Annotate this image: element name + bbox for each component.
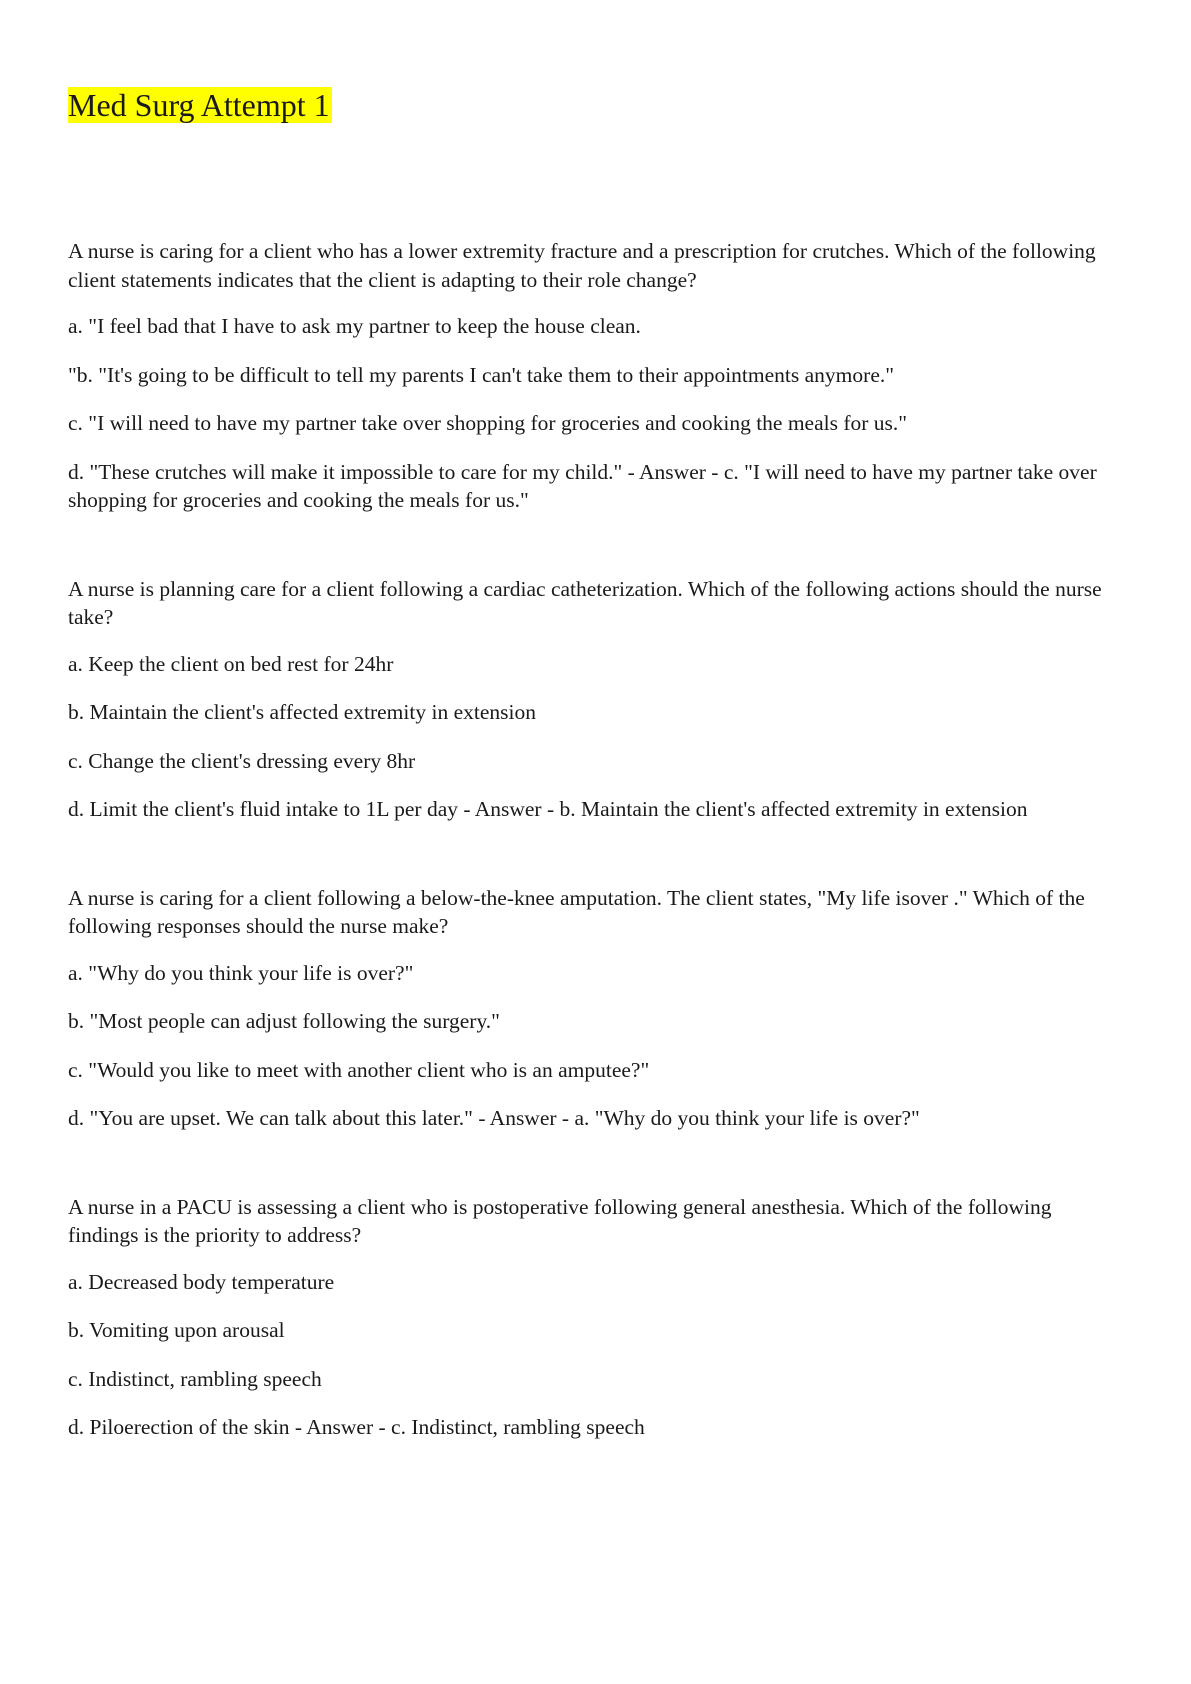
question-4 [68,1193,1120,1442]
answer-option-a: a. Decreased body temperature [68,1269,335,1294]
document-title-highlight: Med Surg Attempt 1 [68,87,330,123]
question-stem: A nurse in a PACU is assessing a client who is postoperative following general anesthesia. Which of the following findings is the priority to address? [68,1194,1052,1247]
question-2 [68,575,1120,824]
answer-option-c: c. Indistinct, rambling speech [68,1366,322,1391]
answer-option-a: a. "I feel bad that I have to ask my partner to keep the house clean. [68,314,641,338]
answer-option-b: b. Vomiting upon arousal [68,1318,285,1342]
answer-option-a: a. "Why do you think your life is over?" [68,960,414,985]
document-title [68,86,332,124]
answer-option-d: d. "You are upset. We can talk about this later." - Answer - a. "Why do you think your life is over?" [68,1106,920,1130]
question-1 [68,237,1120,515]
answer-option-b: b. Maintain the client's affected extremity in extension [68,700,536,724]
question-stem: A nurse is planning care for a client following a cardiac catheterization. Which of the following actions should the nurse take? [68,576,1102,629]
question-stem: A nurse is caring for a client following a below-the-knee amputation. The client states, "My life isover ." Which of the following responses should the nurse make? [68,885,1085,938]
question-list [68,237,1120,1502]
answer-option-b: "b. "It's going to be difficult to tell my parents I can't take them to their appointments anymore." [68,362,895,387]
answer-option-c: c. "Would you like to meet with another client who is an amputee?" [68,1057,650,1082]
question-3 [68,884,1120,1133]
answer-option-d: d. Limit the client's fluid intake to 1L per day - Answer - b. Maintain the client's affected extremity in extension [68,797,1028,821]
answer-option-d: d. "These crutches will make it impossible to care for my child." - Answer - c. "I will need to have my partner take over shopping for groceries and cooking the meals for us." [68,459,1097,512]
answer-option-c: c. "I will need to have my partner take over shopping for groceries and cooking the meals for us." [68,411,908,435]
question-stem: A nurse is caring for a client who has a lower extremity fracture and a prescription for crutches. Which of the following client statements indicates that the client is adapting to their role change? [68,239,1096,292]
answer-option-a: a. Keep the client on bed rest for 24hr [68,651,394,676]
answer-option-d: d. Piloerection of the skin - Answer - c. Indistinct, rambling speech [68,1415,645,1439]
answer-option-b: b. "Most people can adjust following the surgery." [68,1009,500,1033]
answer-option-c: c. Change the client's dressing every 8hr [68,748,416,773]
